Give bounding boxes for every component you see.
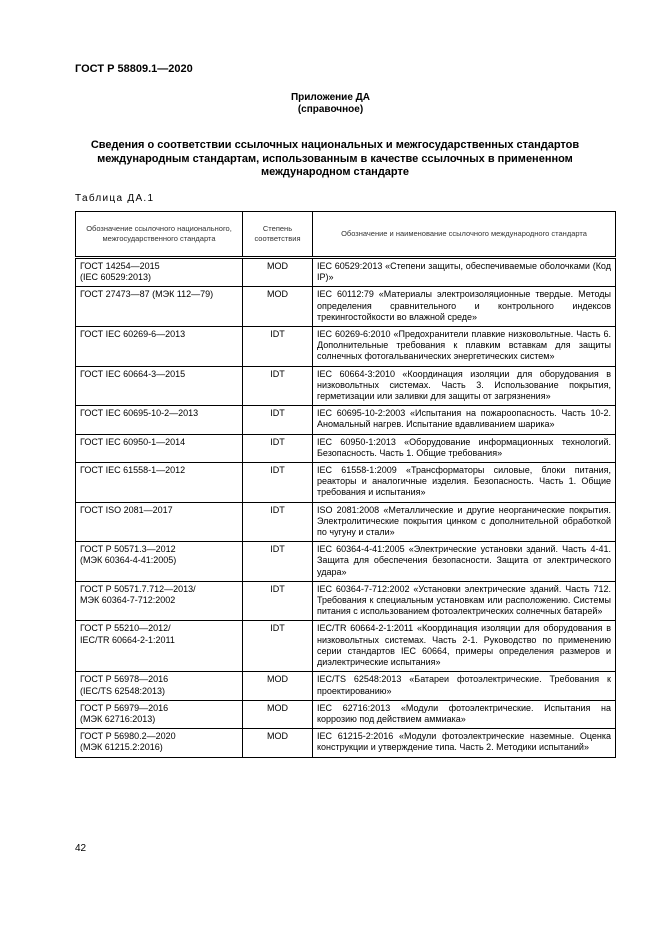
degree-cell: IDT (243, 502, 313, 542)
degree-cell: MOD (243, 258, 313, 287)
degree-cell: IDT (243, 621, 313, 672)
degree-cell: IDT (243, 434, 313, 462)
page-number: 42 (75, 843, 87, 854)
table-row (76, 700, 616, 728)
national-standard-cell: ГОСТ Р 55210—2012/ IEC/TR 60664-2-1:2011 (76, 621, 243, 672)
national-standard-cell: ГОСТ IEC 60695-10-2—2013 (76, 406, 243, 434)
degree-cell: MOD (243, 729, 313, 757)
international-standard-cell: IEC 62716:2013 «Модули фотоэлектрические. Испытания на коррозию под действием аммиака» (313, 700, 616, 728)
degree-cell: IDT (243, 327, 313, 367)
international-standard-cell: IEC/TS 62548:2013 «Батареи фотоэлектрические. Требования к проектированию» (313, 672, 616, 700)
column-header-national-standard: Обозначение ссылочного национального, межгосударственного стандарта (76, 212, 243, 258)
document-header: ГОСТ Р 58809.1—2020 (75, 63, 193, 75)
national-standard-cell: ГОСТ Р 56978—2016 (IEC/TS 62548:2013) (76, 672, 243, 700)
annex-title: Приложение ДА (290, 92, 371, 103)
section-title: Сведения о соответствии ссылочных национальных и межгосударственных стандартов международным стандартам, использованным в качестве ссылочных в примененном международном стандарте (90, 139, 580, 178)
international-standard-cell: IEC 60664-3:2010 «Координация изоляции для оборудования в низковольтных системах. Часть 3. Использование покрытия, герметизации или заливки для защиты от загрязнения» (313, 366, 616, 406)
national-standard-cell: ГОСТ IEC 60269-6—2013 (76, 327, 243, 367)
table-row (76, 502, 616, 542)
national-standard-cell: ГОСТ 27473—87 (МЭК 112—79) (76, 287, 243, 327)
column-header-degree: Степень соответствия (243, 212, 313, 258)
degree-cell: IDT (243, 581, 313, 621)
table-row (76, 287, 616, 327)
national-standard-cell: ГОСТ IEC 60950-1—2014 (76, 434, 243, 462)
table-row (76, 258, 616, 287)
international-standard-cell: IEC/TR 60664-2-1:2011 «Координация изоляции для оборудования в низковольтных системах. Часть 2-1. Руководство по применению серии стандартов IEC 60664, примеры определения размеров и диэлектрические испытания» (313, 621, 616, 672)
international-standard-cell: IEC 61558-1:2009 «Трансформаторы силовые, блоки питания, реакторы и аналогичные изделия. Безопасность. Часть 1. Общие требования и испытания» (313, 463, 616, 503)
national-standard-cell: ГОСТ Р 50571.7.712—2013/ МЭК 60364-7-712:2002 (76, 581, 243, 621)
table-row (76, 463, 616, 503)
degree-cell: IDT (243, 366, 313, 406)
national-standard-cell: ГОСТ Р 56979—2016 (МЭК 62716:2013) (76, 700, 243, 728)
international-standard-cell: IEC 60112:79 «Материалы электроизоляционные твердые. Методы определения сравнительного и контрольного индексов трекингостойкости во влажной среде» (313, 287, 616, 327)
international-standard-cell: IEC 60950-1:2013 «Оборудование информационных технологий. Безопасность. Часть 1. Общие требования» (313, 434, 616, 462)
international-standard-cell: IEC 60695-10-2:2003 «Испытания на пожароопасность. Часть 10-2. Аномальный нагрев. Испытание вдавливанием шарика» (313, 406, 616, 434)
international-standard-cell: IEC 61215-2:2016 «Модули фотоэлектрические наземные. Оценка конструкции и утверждение типа. Часть 2. Методики испытаний» (313, 729, 616, 757)
international-standard-cell: IEC 60529:2013 «Степени защиты, обеспечиваемые оболочками (Код IP)» (313, 258, 616, 287)
international-standard-cell: ISO 2081:2008 «Металлические и другие неорганические покрытия. Электролитические покрытия цинком с дополнительной обработкой по чугуну и стали» (313, 502, 616, 542)
degree-cell: MOD (243, 700, 313, 728)
degree-cell: MOD (243, 672, 313, 700)
international-standard-cell: IEC 60269-6:2010 «Предохранители плавкие низковольтные. Часть 6. Дополнительные требования к плавким вставкам для защиты солнечных фотогальванических энергетических систем» (313, 327, 616, 367)
national-standard-cell: ГОСТ Р 56980.2—2020 (МЭК 61215.2:2016) (76, 729, 243, 757)
table-row (76, 366, 616, 406)
national-standard-cell: ГОСТ 14254—2015 (IEC 60529:2013) (76, 258, 243, 287)
table-caption: Таблица ДА.1 (75, 193, 155, 204)
table-header-row (76, 212, 616, 258)
table-row (76, 327, 616, 367)
correspondence-table (75, 211, 616, 758)
table-row (76, 434, 616, 462)
degree-cell: IDT (243, 463, 313, 503)
table-row (76, 672, 616, 700)
table-row (76, 542, 616, 582)
degree-cell: IDT (243, 406, 313, 434)
national-standard-cell: ГОСТ IEC 60664-3—2015 (76, 366, 243, 406)
national-standard-cell: ГОСТ ISO 2081—2017 (76, 502, 243, 542)
national-standard-cell: ГОСТ IEC 61558-1—2012 (76, 463, 243, 503)
table-row (76, 729, 616, 757)
table-row (76, 581, 616, 621)
table-row (76, 406, 616, 434)
international-standard-cell: IEC 60364-7-712:2002 «Установки электрические зданий. Часть 712. Требования к специальным установкам или расположению. Системы питания с использованием фотоэлектрических солнечных батарей» (313, 581, 616, 621)
column-header-international-standard: Обозначение и наименование ссылочного международного стандарта (313, 212, 616, 258)
degree-cell: MOD (243, 287, 313, 327)
degree-cell: IDT (243, 542, 313, 582)
table-row (76, 621, 616, 672)
national-standard-cell: ГОСТ Р 50571.3—2012 (МЭК 60364-4-41:2005) (76, 542, 243, 582)
international-standard-cell: IEC 60364-4-41:2005 «Электрические установки зданий. Часть 4-41. Защита для обеспечения безопасности. Защита от электрического удара» (313, 542, 616, 582)
annex-subtitle: (справочное) (297, 104, 364, 115)
